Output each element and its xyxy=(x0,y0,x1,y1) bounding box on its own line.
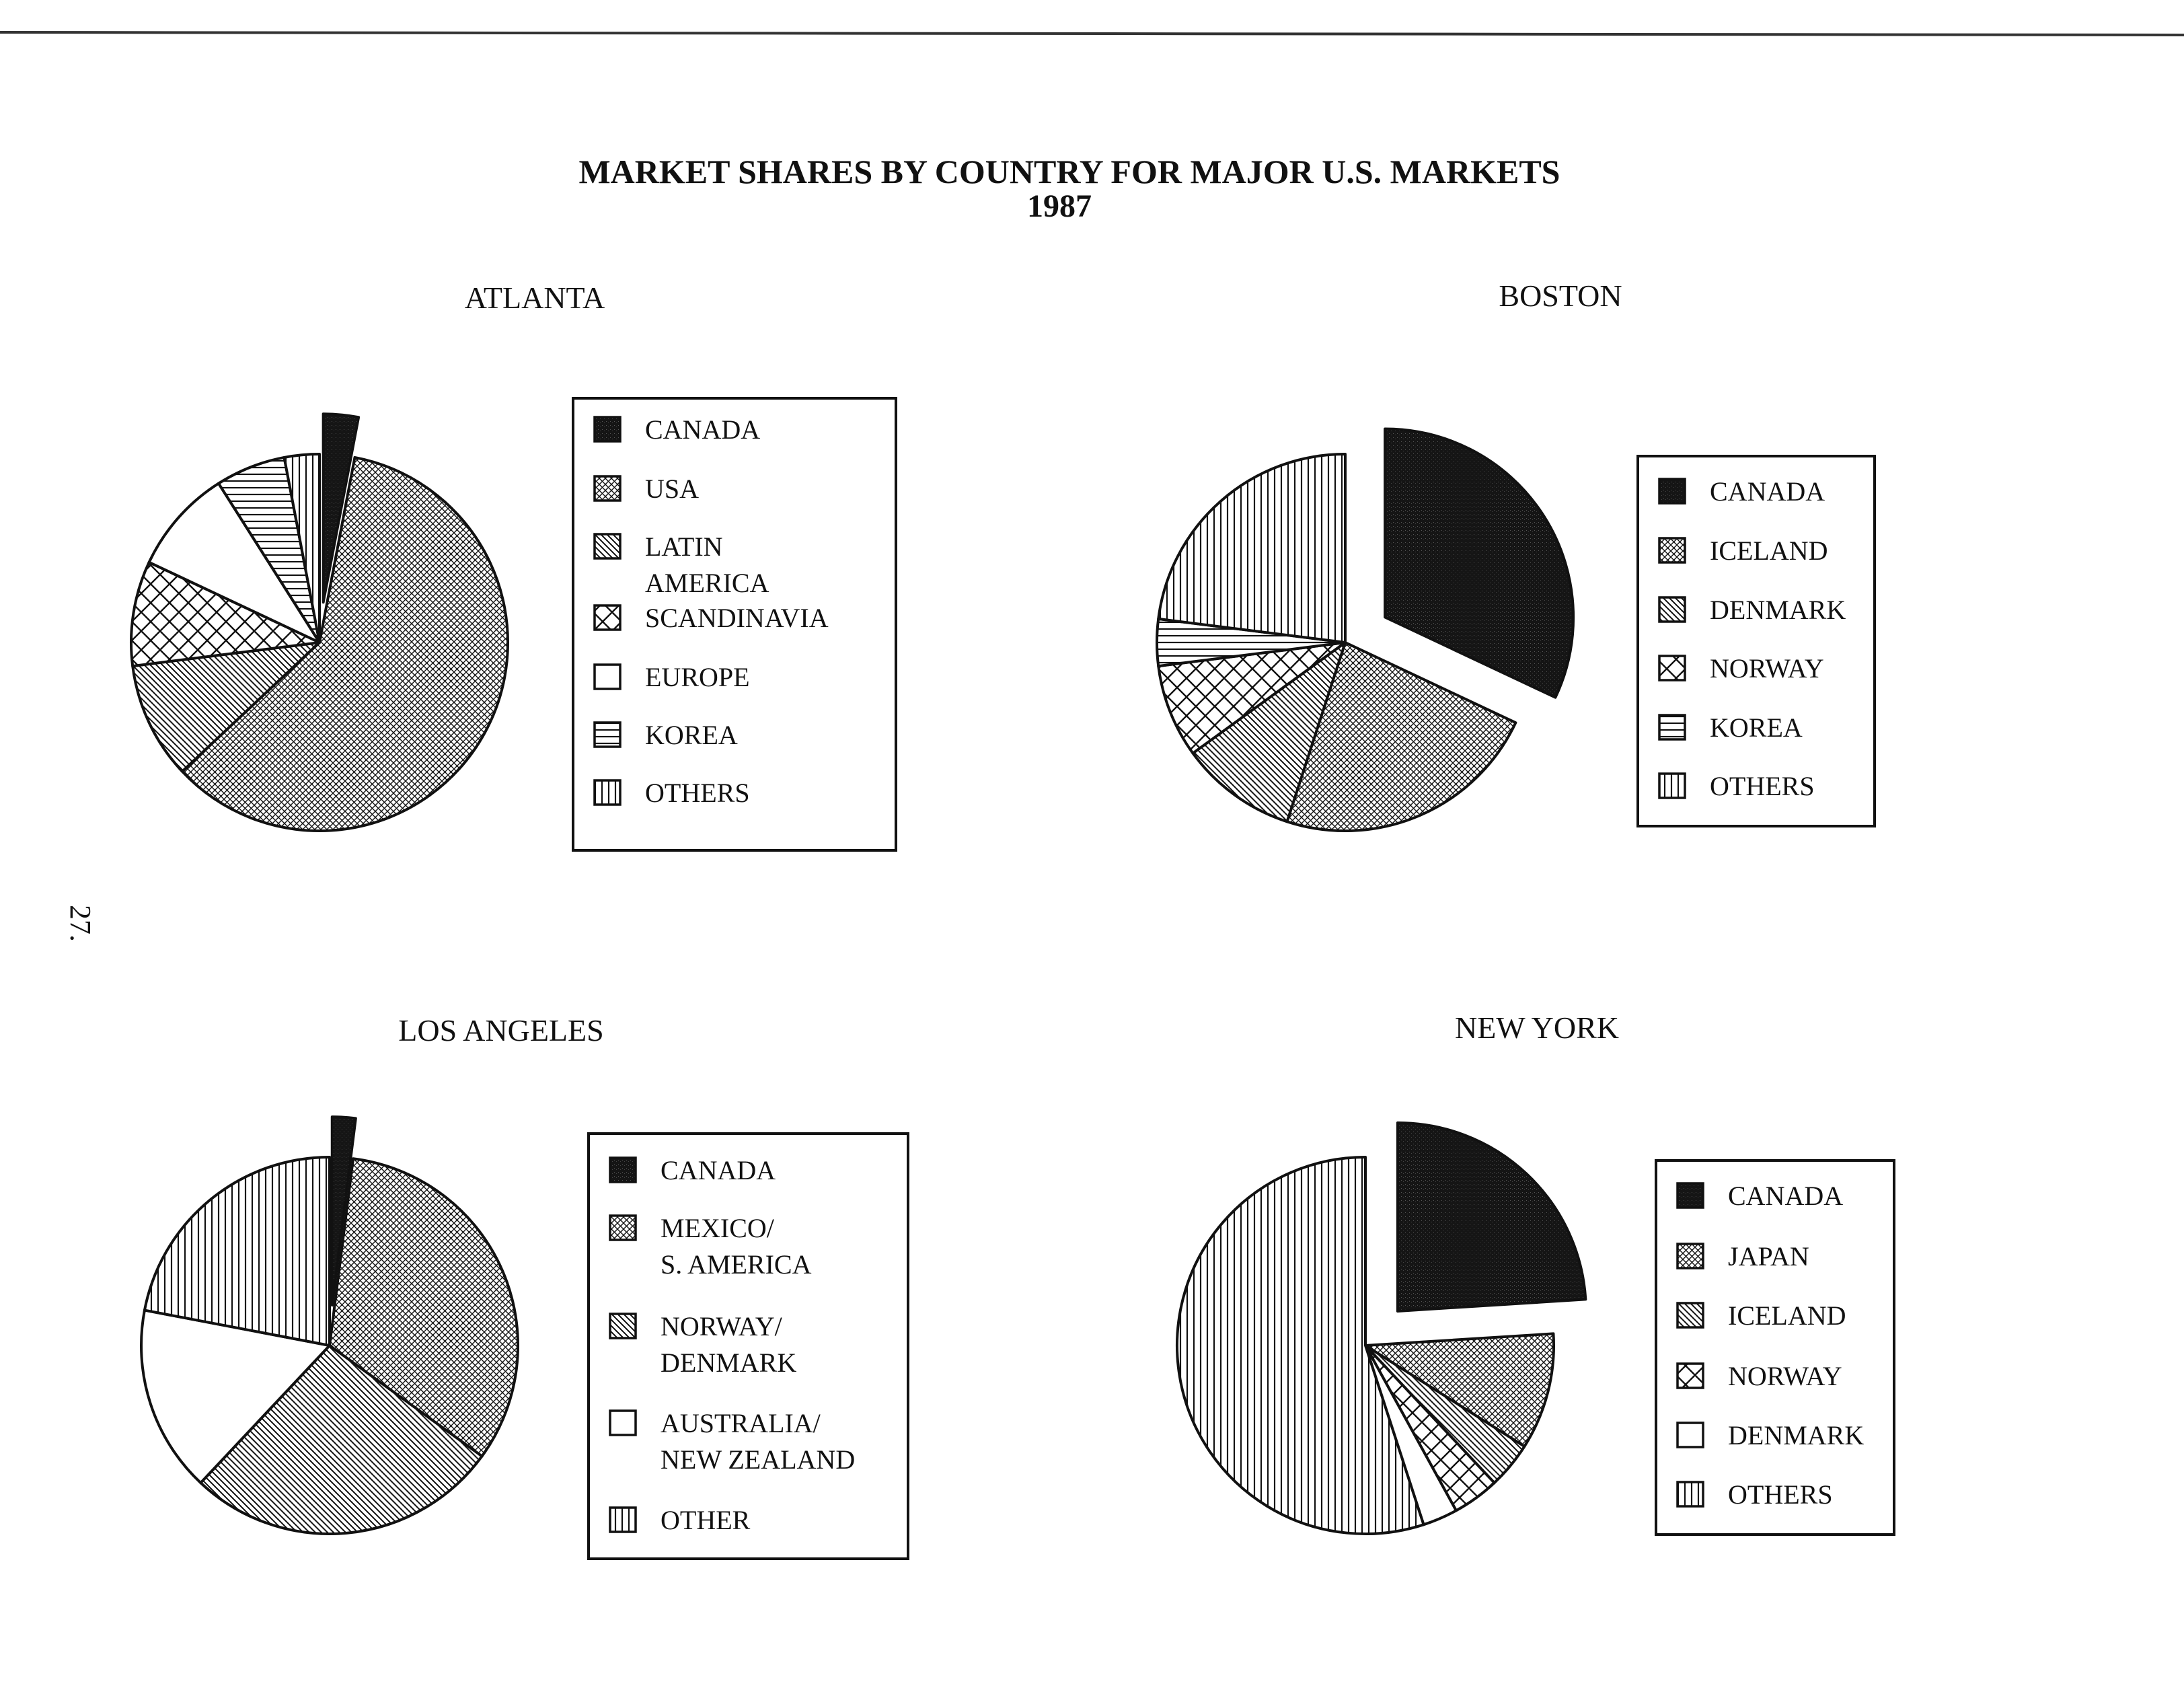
legend-frame xyxy=(1656,1160,1894,1535)
legend-swatch-australia-new-zealand xyxy=(610,1411,636,1435)
legend-label-australia-new-zealand: AUSTRALIA/ NEW ZEALAND xyxy=(661,1408,856,1475)
legend-swatch-japan xyxy=(1678,1244,1703,1268)
pie-chart-los-angeles xyxy=(141,1013,908,1559)
legend-label-norway: NORWAY xyxy=(1710,653,1824,684)
legend-swatch-scandinavia xyxy=(595,605,620,630)
legend-label-iceland: ICELAND xyxy=(1710,536,1828,566)
page-top-rule xyxy=(0,32,2184,35)
legend-boston xyxy=(1638,456,1875,826)
page-number: 27. xyxy=(64,905,97,942)
legend-label-others: OTHERS xyxy=(1728,1479,1833,1510)
legend-swatch-canada xyxy=(610,1158,636,1182)
legend-label-others: OTHERS xyxy=(1710,771,1815,801)
legend-label-mexico-s-america: MEXICO/ S. AMERICA xyxy=(661,1213,812,1280)
legend-frame xyxy=(589,1134,908,1559)
legend-label-europe: EUROPE xyxy=(645,662,750,692)
legend-swatch-korea xyxy=(1659,715,1685,739)
legend-label-others: OTHERS xyxy=(645,778,750,808)
legend-swatch-usa xyxy=(595,476,620,501)
legend-atlanta xyxy=(573,398,896,850)
legend-swatch-norway-denmark xyxy=(610,1314,636,1338)
legend-label-canada: CANADA xyxy=(1728,1181,1844,1211)
legend-label-usa: USA xyxy=(645,474,700,504)
legend-label-korea: KOREA xyxy=(1710,712,1803,743)
chart-title-boston: BOSTON xyxy=(1499,279,1622,313)
legend-label-latin-america: LATIN AMERICA xyxy=(645,531,769,598)
legend-los-angeles xyxy=(589,1134,908,1559)
legend-swatch-others xyxy=(595,780,620,805)
legend-swatch-canada xyxy=(1678,1183,1703,1208)
pie-slice-new-york-canada xyxy=(1398,1123,1585,1311)
legend-swatch-others xyxy=(1678,1482,1703,1506)
legend-swatch-iceland xyxy=(1659,538,1685,562)
legend-label-canada: CANADA xyxy=(645,414,761,445)
legend-label-denmark: DENMARK xyxy=(1728,1420,1865,1450)
legend-swatch-denmark xyxy=(1678,1423,1703,1447)
chart-title-los-angeles: LOS ANGELES xyxy=(398,1013,604,1047)
pie-chart-new-york xyxy=(1177,1010,1894,1535)
chart-title-atlanta: ATLANTA xyxy=(464,281,605,315)
legend-swatch-norway xyxy=(1659,656,1685,680)
legend-swatch-norway xyxy=(1678,1364,1703,1388)
legend-label-japan: JAPAN xyxy=(1728,1241,1809,1271)
legend-swatch-others xyxy=(1659,774,1685,798)
legend-swatch-korea xyxy=(595,723,620,747)
legend-label-norway-denmark: NORWAY/ DENMARK xyxy=(661,1311,797,1378)
legend-swatch-canada xyxy=(595,417,620,441)
legend-swatch-mexico-s-america xyxy=(610,1216,636,1240)
legend-label-korea: KOREA xyxy=(645,720,738,750)
pie-chart-atlanta xyxy=(131,281,896,850)
pie-chart-boston xyxy=(1157,279,1875,831)
page-subtitle: 1987 xyxy=(1027,188,1092,224)
legend-swatch-iceland xyxy=(1678,1303,1703,1327)
legend-label-canada: CANADA xyxy=(661,1155,776,1185)
legend-swatch-europe xyxy=(595,665,620,689)
legend-label-canada: CANADA xyxy=(1710,476,1825,507)
legend-swatch-other xyxy=(610,1508,636,1532)
chart-title-new-york: NEW YORK xyxy=(1454,1010,1620,1045)
pie-slice-boston-others xyxy=(1158,454,1345,642)
page-title: MARKET SHARES BY COUNTRY FOR MAJOR U.S. MARKETS xyxy=(578,153,1560,190)
legend-new-york xyxy=(1656,1160,1894,1535)
legend-label-other: OTHER xyxy=(661,1505,751,1535)
legend-swatch-latin-america xyxy=(595,534,620,558)
legend-swatch-denmark xyxy=(1659,597,1685,622)
legend-label-iceland: ICELAND xyxy=(1728,1300,1846,1331)
charts-container xyxy=(131,279,1894,1559)
legend-label-scandinavia: SCANDINAVIA xyxy=(645,603,829,633)
legend-label-norway: NORWAY xyxy=(1728,1361,1842,1391)
legend-swatch-canada xyxy=(1659,479,1685,503)
pie-slice-boston-canada xyxy=(1385,429,1573,697)
legend-label-denmark: DENMARK xyxy=(1710,595,1846,625)
